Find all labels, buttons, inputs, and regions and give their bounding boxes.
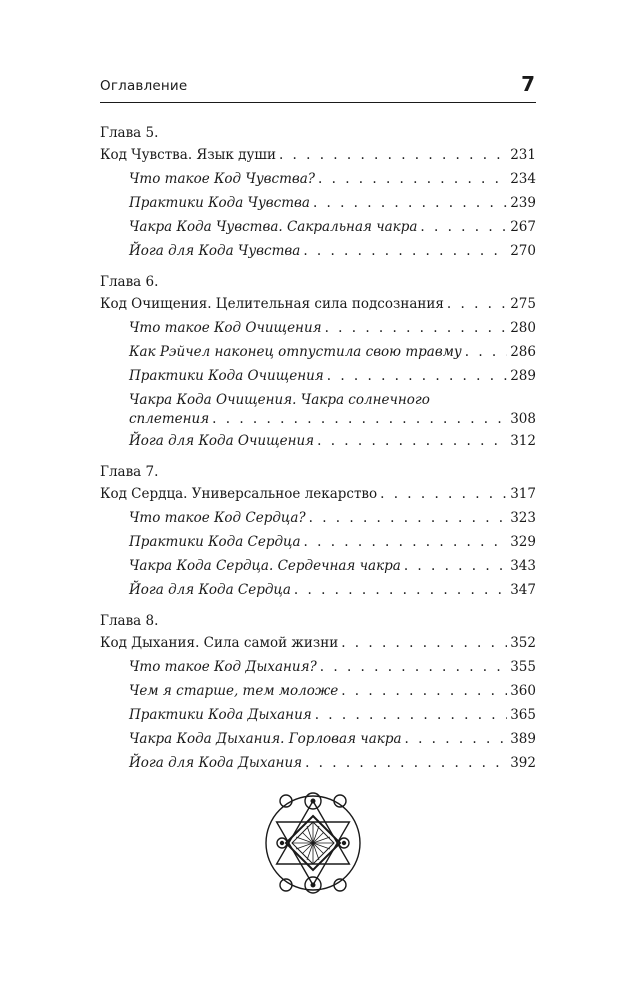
toc-entry[interactable]: Что такое Код Очищения . . . 280 bbox=[100, 316, 536, 340]
chapter-label: Глава 7. bbox=[100, 464, 159, 480]
chapter-6 bbox=[100, 273, 536, 453]
toc-entry[interactable]: Чем я старше, тем моложе . . . 360 bbox=[100, 679, 536, 703]
toc-entry[interactable]: Чакра Кода Сердца. Сердечная чакра . . . 343 bbox=[100, 554, 536, 578]
chapter-5 bbox=[100, 124, 536, 263]
toc-entry[interactable]: Что такое Код Дыхания? . . . 355 bbox=[100, 655, 536, 679]
toc-entry[interactable]: Что такое Код Сердца? . . . 323 bbox=[100, 506, 536, 530]
toc-entry[interactable]: Практики Кода Сердца . . . 329 bbox=[100, 530, 536, 554]
toc-entry[interactable]: Практики Кода Чувства . . . 239 bbox=[100, 191, 536, 215]
page-number: 7 bbox=[521, 72, 535, 96]
toc-entry-main[interactable]: Код Чувства. Язык души . . . 231 bbox=[100, 143, 536, 167]
sacred-geometry-icon bbox=[258, 788, 368, 898]
section-title: Оглавление bbox=[100, 78, 188, 94]
toc-entry-main[interactable]: Код Сердца. Универсальное лекарство . . . 317 bbox=[100, 482, 536, 506]
toc-entry[interactable]: Йога для Кода Очищения . . . 312 bbox=[100, 429, 536, 453]
toc-entry-main[interactable]: Код Очищения. Целительная сила подсознания . . . 275 bbox=[100, 292, 536, 316]
chapter-label: Глава 8. bbox=[100, 613, 159, 629]
toc-entry[interactable]: Как Рэйчел наконец отпустила свою травму . . . 286 bbox=[100, 340, 536, 364]
table-of-contents bbox=[100, 124, 536, 785]
toc-entry[interactable]: Йога для Кода Чувства . . . 270 bbox=[100, 239, 536, 263]
toc-entry[interactable]: Йога для Кода Дыхания . . . 392 bbox=[100, 751, 536, 775]
chapter-7 bbox=[100, 463, 536, 602]
toc-entry[interactable]: Практики Кода Дыхания . . . 365 bbox=[100, 703, 536, 727]
toc-entry[interactable]: Практики Кода Очищения . . . 289 bbox=[100, 364, 536, 388]
toc-entry[interactable]: Чакра Кода Дыхания. Горловая чакра . . . 389 bbox=[100, 727, 536, 751]
toc-entry-main[interactable]: Код Дыхания. Сила самой жизни . . . 352 bbox=[100, 631, 536, 655]
chapter-label: Глава 5. bbox=[100, 125, 159, 141]
chapter-label: Глава 6. bbox=[100, 274, 159, 290]
chapter-8 bbox=[100, 612, 536, 775]
page-header bbox=[100, 72, 536, 103]
toc-entry[interactable]: Что такое Код Чувства? . . . 234 bbox=[100, 167, 536, 191]
toc-entry[interactable]: Йога для Кода Сердца . . . 347 bbox=[100, 578, 536, 602]
toc-entry[interactable]: Чакра Кода Очищения. Чакра солнечного сплетения . . . 308 bbox=[100, 391, 536, 429]
toc-entry[interactable]: Чакра Кода Чувства. Сакральная чакра . . . 267 bbox=[100, 215, 536, 239]
